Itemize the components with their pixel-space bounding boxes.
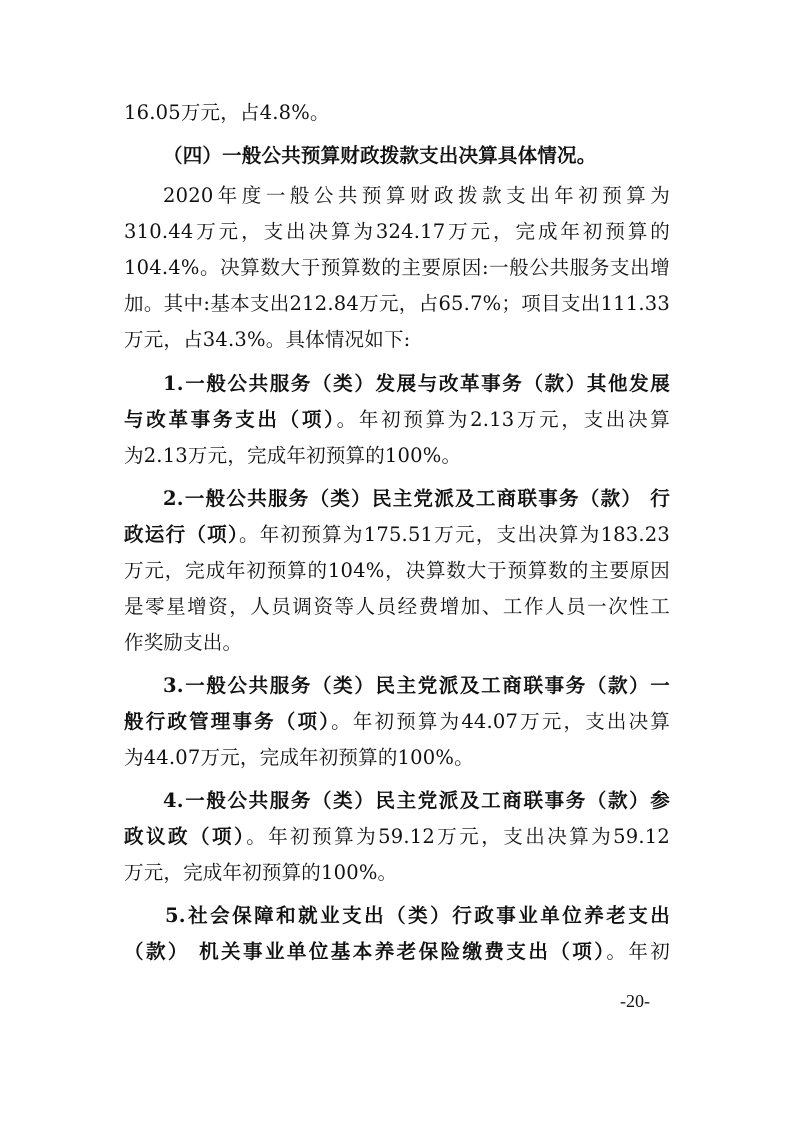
text-line: 16.05万元，占4.8%。 bbox=[124, 101, 330, 124]
item-4-line: 万元，完成年初预算的100%。 bbox=[124, 861, 398, 884]
paragraph-line: 万元，占34.3%。具体情况如下: bbox=[124, 328, 411, 351]
page-number: -20- bbox=[620, 991, 650, 1011]
section-heading: （四）一般公共预算财政拨款支出决算具体情况。 bbox=[163, 144, 597, 167]
item-2-line: 万元，完成年初预算的104%，决算数大于预算数的主要原因 bbox=[124, 559, 670, 582]
paragraph-line: 2020年度一般公共预算财政拨款支出年初预算为 bbox=[163, 184, 670, 207]
item-1-line: 与改革事务支出（项）。年初预算为2.13万元，支出决算 bbox=[124, 408, 670, 431]
paragraph-line: 310.44万元，支出决算为324.17万元，完成年初预算的 bbox=[124, 220, 670, 243]
item-5-line: （款） 机关事业单位基本养老保险缴费支出（项）。年初 bbox=[124, 940, 670, 963]
item-4-line: 4.一般公共服务（类）民主党派及工商联事务（款）参 bbox=[163, 789, 670, 812]
item-2-line: 政运行（项）。年初预算为175.51万元，支出决算为183.23 bbox=[124, 523, 671, 546]
paragraph-line: 加。其中:基本支出212.84万元，占65.7%；项目支出111.33 bbox=[124, 292, 670, 315]
item-2-line: 是零星增资，人员调资等人员经费增加、工作人员一次性工 bbox=[124, 595, 670, 618]
item-3-line: 般行政管理事务（项）。年初预算为44.07万元，支出决算 bbox=[124, 710, 670, 733]
item-3-line: 3.一般公共服务（类）民主党派及工商联事务（款）一 bbox=[163, 674, 670, 697]
paragraph-line: 104.4%。决算数大于预算数的主要原因:一般公共服务支出增 bbox=[124, 256, 670, 279]
item-4-line: 政议政（项）。年初预算为59.12万元，支出决算为59.12 bbox=[124, 825, 671, 848]
item-1-line: 1.一般公共服务（类）发展与改革事务（款）其他发展 bbox=[163, 372, 670, 395]
item-1-line: 为2.13万元，完成年初预算的100%。 bbox=[124, 444, 462, 467]
item-2-line: 2.一般公共服务（类）民主党派及工商联事务（款） 行 bbox=[163, 487, 670, 510]
item-2-line: 作奖励支出。 bbox=[124, 631, 243, 654]
item-5-line: 5.社会保障和就业支出（类）行政事业单位养老支出 bbox=[165, 904, 670, 927]
item-3-line: 为44.07万元，完成年初预算的100%。 bbox=[124, 746, 474, 769]
